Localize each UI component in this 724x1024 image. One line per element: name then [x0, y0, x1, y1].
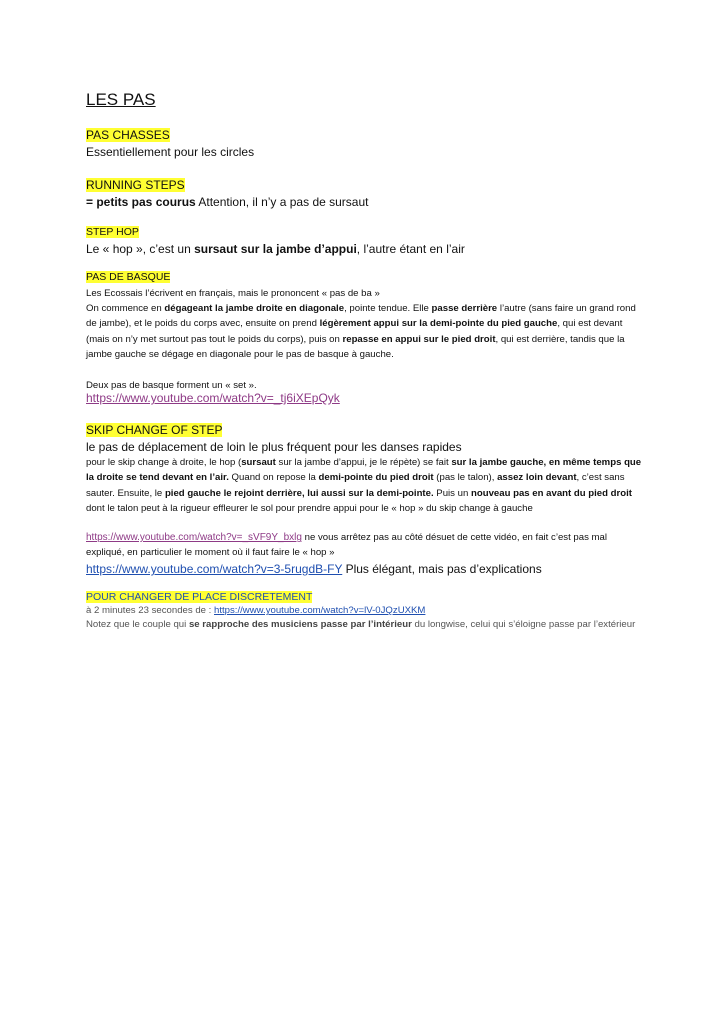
text: l’autre (sans faire un grand rond de jambe), et le poids du corps avec, ensuite on prend [86, 303, 636, 330]
section-heading-pas-chasses [86, 127, 646, 143]
youtube-link-skip-change-2[interactable]: https://www.youtube.com/watch?v=3-5rugdB-FY [86, 562, 343, 576]
heading-highlight: SKIP CHANGE OF STEP [86, 423, 223, 437]
text: (pas le talon), [433, 472, 498, 484]
section-text-skip-change-video2 [86, 561, 646, 577]
heading-highlight: RUNNING STEPS [86, 178, 185, 192]
section-heading-changer-de-place [86, 590, 646, 604]
bold-text: se rapproche des musiciens passe par l’intérieur [188, 619, 412, 630]
bold-text: repasse en appui sur le pied droit [342, 333, 496, 345]
text: Quand on repose la [228, 472, 319, 484]
text: du longwise, celui qui s’éloigne passe par l’extérieur [411, 619, 636, 630]
text: , pointe tendue. Elle [344, 303, 432, 314]
text: , qui est devant (mais on n’y met surtout pas tout le poids du corps), puis on [86, 318, 623, 345]
text: , c’est sans sauter. Ensuite, le [86, 472, 625, 499]
text: , qui est derrière, tandis que la jambe gauche se dégage en diagonale pour le pas de basque à gauche. [86, 333, 625, 361]
bold-text: pied gauche le rejoint derrière, lui aussi sur la demi-pointe. [164, 487, 434, 499]
page-title: LES PAS [86, 90, 156, 109]
bold-text: dégageant la jambe droite en diagonale [164, 303, 345, 314]
section-text-skip-change-video1 [86, 530, 646, 561]
text: Le « hop », c’est un [86, 242, 195, 256]
section-text-changer-de-place-body [86, 619, 646, 631]
section-heading-pas-de-basque [86, 270, 646, 284]
section-text-pas-de-basque-last: Deux pas de basque forment un « set ». [86, 380, 257, 391]
section-text-skip-change-body [86, 455, 646, 517]
text: , l’autre étant en l’air [356, 242, 465, 256]
bold-text: = petits pas courus [86, 195, 196, 209]
bold-text: sursaut [241, 457, 276, 468]
text: On commence en [86, 303, 165, 314]
heading-highlight: STEP HOP [86, 226, 139, 238]
youtube-link-changer-de-place[interactable]: https://www.youtube.com/watch?v=lV-0JQzUXKM [214, 605, 426, 616]
text: sur la jambe d’appui, je le répète) se fait [275, 457, 452, 468]
youtube-link-pas-de-basque[interactable] [86, 390, 646, 406]
heading-highlight: PAS DE BASQUE [86, 271, 171, 283]
section-text-pas-de-basque-body [86, 301, 646, 363]
section-heading-running-steps [86, 177, 646, 193]
section-text-pas-de-basque-line1: Les Ecossais l’écrivent en français, mais le prononcent « pas de ba » [86, 288, 380, 299]
text: Plus élégant, mais pas d’explications [342, 562, 542, 576]
text: dont le talon peut à la rigueur effleurer le sol pour prendre appui pour le « hop » du skip change à gauche [86, 503, 533, 515]
heading-highlight: PAS CHASSES [86, 128, 170, 142]
bold-text: sur la jambe gauche, en même temps que la droite se tend devant en l’air. [86, 457, 642, 484]
bold-text: demi-pointe du pied droit [318, 472, 434, 484]
text: Notez que le couple qui [86, 619, 189, 630]
text: pour le skip change à droite, le hop ( [86, 457, 242, 468]
youtube-link-skip-change-1[interactable]: https://www.youtube.com/watch?v=_sVF9Y_bxlg [86, 532, 302, 543]
heading-highlight: POUR CHANGER DE PLACE DISCRETEMENT [86, 591, 313, 603]
section-text-pas-chasses: Essentiellement pour les circles [86, 145, 255, 159]
section-intro-skip-change: le pas de déplacement de loin le plus fréquent pour les danses rapides [86, 440, 462, 454]
text: Attention, il n’y a pas de sursaut [195, 195, 369, 209]
section-text-changer-de-place-link-line [86, 605, 646, 617]
bold-text: légèrement appui sur la demi-pointe du pied gauche [319, 318, 558, 330]
section-heading-step-hop [86, 225, 646, 239]
text: à 2 minutes 23 secondes de : [86, 605, 214, 616]
link-text[interactable]: https://www.youtube.com/watch?v=_tj6iXEpQyk [86, 391, 340, 405]
section-text-running-steps [86, 194, 646, 210]
bold-text: passe derrière [431, 303, 498, 314]
bold-text: assez loin devant [497, 472, 577, 484]
bold-text: sursaut sur la jambe d’appui [194, 242, 357, 256]
section-text-step-hop [86, 241, 646, 257]
text: ne vous arrêtez pas au côté désuet de cette vidéo, en fait c’est pas mal expliqué, en particulier le moment où il faut faire le « hop » [86, 532, 607, 559]
bold-text: nouveau pas en avant du pied droit [470, 487, 632, 499]
section-heading-skip-change [86, 422, 646, 438]
text: Puis un [433, 487, 471, 499]
